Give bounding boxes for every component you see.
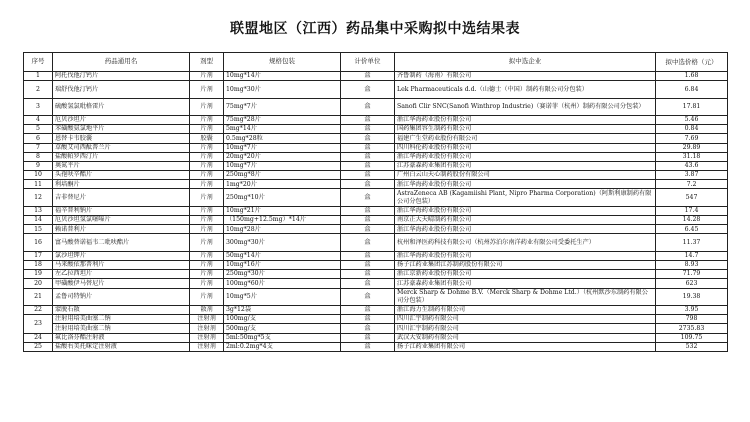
cell-name: 厄贝沙坦片 (53, 115, 190, 124)
cell-seq: 23 (24, 315, 53, 333)
cell-price: 1.68 (656, 72, 728, 81)
cell-unit: 盒 (341, 324, 395, 333)
cell-name: 氟比洛芬酯注射液 (53, 333, 190, 342)
cell-unit: 盒 (341, 189, 395, 206)
cell-company: 南京正大天晴制药有限公司 (395, 216, 656, 225)
cell-spec: 250mg*8片 (224, 171, 341, 180)
cell-price: 19.38 (656, 288, 728, 305)
cell-spec: 10mg*21片 (224, 206, 341, 215)
cell-spec: 10mg*16片 (224, 261, 341, 270)
table-row (24, 305, 728, 314)
cell-spec: 50mg*14片 (224, 251, 341, 260)
cell-name: 盐酸帕罗西汀片 (53, 152, 190, 161)
col-header-spec: 规格包装 (224, 53, 341, 72)
table-row (24, 315, 728, 324)
cell-company: 杭州和泽医药科技有限公司（杭州苏泊尔南洋药业有限公司受委托生产） (395, 234, 656, 251)
cell-seq: 11 (24, 180, 53, 189)
cell-seq: 10 (24, 171, 53, 180)
cell-form: 片剂 (190, 125, 224, 134)
cell-unit: 盒 (341, 342, 395, 351)
cell-spec: 250mg*10片 (224, 189, 341, 206)
cell-company: Sanofi Clir SNC(Sanofi Winthrop Industrie)（赛诺菲（杭州）制药有限公司分包装） (395, 98, 656, 115)
cell-seq: 5 (24, 125, 53, 134)
cell-company: 浙江华海药业股份有限公司 (395, 180, 656, 189)
cell-price: 547 (656, 189, 728, 206)
cell-form: 片剂 (190, 270, 224, 279)
cell-spec: 10mg*7片 (224, 161, 341, 170)
cell-unit: 盒 (341, 234, 395, 251)
cell-company: 浙江华海药业股份有限公司 (395, 115, 656, 124)
cell-seq: 16 (24, 234, 53, 251)
cell-name: 注射用培美曲塞二钠 (53, 315, 190, 324)
cell-price: 2735.83 (656, 324, 728, 333)
cell-company: 齐鲁制药（海南）有限公司 (395, 72, 656, 81)
table-row (24, 180, 728, 189)
cell-spec: 75mg*7片 (224, 98, 341, 115)
cell-seq: 19 (24, 270, 53, 279)
cell-form: 片剂 (190, 180, 224, 189)
cell-price: 623 (656, 279, 728, 288)
cell-price: 0.84 (656, 125, 728, 134)
cell-price: 3.95 (656, 305, 728, 314)
cell-price: 71.79 (656, 270, 728, 279)
cell-company: 扬子江药业集团有限公司 (395, 342, 656, 351)
cell-form: 片剂 (190, 288, 224, 305)
cell-unit: 盒 (341, 143, 395, 152)
table-row (24, 251, 728, 260)
cell-name: 孟鲁司特钠片 (53, 288, 190, 305)
cell-form: 胶囊 (190, 134, 224, 143)
cell-form: 片剂 (190, 261, 224, 270)
table-row (24, 206, 728, 215)
cell-name: 阿托伐他汀钙片 (53, 72, 190, 81)
cell-unit: 盒 (341, 152, 395, 161)
cell-form: 注射剂 (190, 315, 224, 324)
cell-spec: 5mg*14片 (224, 125, 341, 134)
cell-unit: 盒 (341, 261, 395, 270)
cell-unit: 盒 (341, 81, 395, 98)
cell-price: 29.89 (656, 143, 728, 152)
cell-seq: 21 (24, 288, 53, 305)
cell-unit: 盒 (341, 225, 395, 234)
cell-spec: 100mg*60片 (224, 279, 341, 288)
table-row (24, 152, 728, 161)
cell-company: 江苏豪森药业集团有限公司 (395, 279, 656, 288)
cell-seq: 22 (24, 305, 53, 314)
cell-form: 片剂 (190, 143, 224, 152)
cell-name: 硫酸氢氯吡格雷片 (53, 98, 190, 115)
col-header-unit: 计价单位 (341, 53, 395, 72)
cell-company: 福建广生堂药业股份有限公司 (395, 134, 656, 143)
cell-unit: 盒 (341, 251, 395, 260)
table-row (24, 270, 728, 279)
cell-form: 片剂 (190, 234, 224, 251)
cell-price: 5.46 (656, 115, 728, 124)
cell-name: 福辛普利钠片 (53, 206, 190, 215)
cell-price: 6.45 (656, 225, 728, 234)
cell-company: 扬子江药业集团江苏制药股份有限公司 (395, 261, 656, 270)
cell-unit: 盒 (341, 115, 395, 124)
results-table (23, 52, 728, 352)
table-row (24, 125, 728, 134)
cell-form: 注射剂 (190, 342, 224, 351)
cell-spec: 0.5mg*28粒 (224, 134, 341, 143)
cell-company: 浙江华海药业股份有限公司 (395, 251, 656, 260)
cell-name: 奥氮平片 (53, 161, 190, 170)
cell-price: 14.28 (656, 216, 728, 225)
cell-name: 利培酮片 (53, 180, 190, 189)
col-header-name: 药品通用名 (53, 53, 190, 72)
cell-form: 片剂 (190, 251, 224, 260)
cell-unit: 盒 (341, 279, 395, 288)
cell-name: 头孢呋辛酯片 (53, 171, 190, 180)
table-row (24, 115, 728, 124)
table-row (24, 234, 728, 251)
page-title: 联盟地区（江西）药品集中采购拟中选结果表 (230, 21, 520, 37)
cell-company: 四川科伦药业股份有限公司 (395, 143, 656, 152)
cell-name: 左乙拉西坦片 (53, 270, 190, 279)
col-header-company: 拟中选企业 (395, 53, 656, 72)
cell-form: 片剂 (190, 81, 224, 98)
cell-form: 片剂 (190, 206, 224, 215)
cell-company: 浙江海力生制药有限公司 (395, 305, 656, 314)
cell-seq: 7 (24, 143, 53, 152)
table-row (24, 261, 728, 270)
col-header-price: 拟中选价格（元） (656, 53, 728, 72)
cell-seq: 4 (24, 115, 53, 124)
cell-seq: 15 (24, 225, 53, 234)
cell-seq: 2 (24, 81, 53, 98)
cell-name: 赖诺普利片 (53, 225, 190, 234)
cell-company: AstraZeneca AB (Kagamiishi Plant, Nipro Pharma Corporation)（阿斯利康制药有限公司分包装） (395, 189, 656, 206)
cell-price: 31.18 (656, 152, 728, 161)
cell-spec: 500mg/支 (224, 324, 341, 333)
col-header-form: 剂型 (190, 53, 224, 72)
cell-name: 吉非替尼片 (53, 189, 190, 206)
table-row (24, 81, 728, 98)
cell-form: 片剂 (190, 98, 224, 115)
cell-price: 11.37 (656, 234, 728, 251)
cell-company: Lek Pharmaceuticals d.d.（山德士（中国）制药有限公司分包装） (395, 81, 656, 98)
cell-seq: 12 (24, 189, 53, 206)
cell-seq: 1 (24, 72, 53, 81)
cell-spec: 3g*12袋 (224, 305, 341, 314)
cell-price: 8.93 (656, 261, 728, 270)
cell-seq: 3 (24, 98, 53, 115)
cell-spec: 2ml:0.2mg*4支 (224, 342, 341, 351)
cell-seq: 8 (24, 152, 53, 161)
cell-spec: 1mg*20片 (224, 180, 341, 189)
table-row (24, 134, 728, 143)
cell-unit: 盒 (341, 270, 395, 279)
cell-seq: 18 (24, 261, 53, 270)
cell-company: 江苏豪森药业集团有限公司 (395, 161, 656, 170)
cell-form: 散剂 (190, 305, 224, 314)
cell-price: 14.7 (656, 251, 728, 260)
cell-spec: 10mg*30片 (224, 81, 341, 98)
table-row (24, 333, 728, 342)
cell-seq: 25 (24, 342, 53, 351)
cell-name: 厄贝沙坦氢氯噻嗪片 (53, 216, 190, 225)
cell-seq: 17 (24, 251, 53, 260)
cell-form: 注射剂 (190, 333, 224, 342)
table-row (24, 288, 728, 305)
table-row (24, 171, 728, 180)
cell-price: 17.81 (656, 98, 728, 115)
cell-seq: 6 (24, 134, 53, 143)
cell-spec: 10mg*28片 (224, 225, 341, 234)
cell-price: 532 (656, 342, 728, 351)
cell-price: 17.4 (656, 206, 728, 215)
cell-company: 浙江华海药业股份有限公司 (395, 152, 656, 161)
cell-form: 片剂 (190, 225, 224, 234)
cell-company: 浙江京新药业股份有限公司 (395, 270, 656, 279)
cell-form: 片剂 (190, 189, 224, 206)
table-row (24, 279, 728, 288)
cell-unit: 盒 (341, 180, 395, 189)
cell-seq: 20 (24, 279, 53, 288)
cell-price: 7.69 (656, 134, 728, 143)
cell-form: 片剂 (190, 152, 224, 161)
table-header-row (24, 53, 728, 72)
cell-name: 甲磺酸伊马替尼片 (53, 279, 190, 288)
cell-seq: 14 (24, 216, 53, 225)
cell-spec: 10mg*14片 (224, 72, 341, 81)
cell-unit: 盒 (341, 305, 395, 314)
cell-unit: 盒 (341, 98, 395, 115)
cell-spec: 250mg*30片 (224, 270, 341, 279)
table-row (24, 161, 728, 170)
cell-form: 片剂 (190, 115, 224, 124)
table-row (24, 72, 728, 81)
cell-price: 109.75 (656, 333, 728, 342)
table-row (24, 143, 728, 152)
cell-company: 浙江华海药业股份有限公司 (395, 206, 656, 215)
cell-form: 片剂 (190, 171, 224, 180)
cell-company: 国药集团容生制药有限公司 (395, 125, 656, 134)
cell-unit: 盒 (341, 206, 395, 215)
cell-form: 片剂 (190, 72, 224, 81)
cell-price: 7.2 (656, 180, 728, 189)
cell-name: 富马酸替诺福韦二吡呋酯片 (53, 234, 190, 251)
cell-name: 苯磺酸氨氯地平片 (53, 125, 190, 134)
cell-price: 6.84 (656, 81, 728, 98)
cell-spec: 10mg*7片 (224, 143, 341, 152)
cell-unit: 盒 (341, 288, 395, 305)
cell-form: 片剂 (190, 279, 224, 288)
cell-seq: 13 (24, 206, 53, 215)
cell-unit: 盒 (341, 171, 395, 180)
cell-spec: 100mg/支 (224, 315, 341, 324)
cell-name: 注射用培美曲塞二钠 (53, 324, 190, 333)
cell-company: 武汉大安制药有限公司 (395, 333, 656, 342)
cell-form: 片剂 (190, 216, 224, 225)
cell-price: 3.87 (656, 171, 728, 180)
cell-company: 广州白云山天心制药股份有限公司 (395, 171, 656, 180)
cell-spec: 10mg*5片 (224, 288, 341, 305)
cell-company: 四川汇宇制药有限公司 (395, 324, 656, 333)
cell-unit: 盒 (341, 161, 395, 170)
cell-company: 浙江华海药业股份有限公司 (395, 225, 656, 234)
cell-seq: 24 (24, 333, 53, 342)
cell-company: 四川汇宇制药有限公司 (395, 315, 656, 324)
cell-company: Merck Sharp & Dohme B.V.（Merck Sharp & Dohme Ltd.）（杭州默沙东制药有限公司分包装） (395, 288, 656, 305)
cell-name: 草酸艾司西酞普兰片 (53, 143, 190, 152)
table-row (24, 98, 728, 115)
cell-spec: 300mg*30片 (224, 234, 341, 251)
cell-spec: 5ml:50mg*5支 (224, 333, 341, 342)
cell-spec: （150mg+12.5mg）*14片 (224, 216, 341, 225)
cell-form: 片剂 (190, 161, 224, 170)
cell-price: 798 (656, 315, 728, 324)
cell-spec: 75mg*28片 (224, 115, 341, 124)
table-row (24, 189, 728, 206)
cell-unit: 盒 (341, 134, 395, 143)
cell-form: 注射剂 (190, 324, 224, 333)
cell-name: 瑞舒伐他汀钙片 (53, 81, 190, 98)
cell-unit: 盒 (341, 315, 395, 324)
table-row (24, 216, 728, 225)
table-row (24, 342, 728, 351)
cell-unit: 盒 (341, 333, 395, 342)
cell-name: 盐酸右美托咪定注射液 (53, 342, 190, 351)
cell-name: 氯沙坦钾片 (53, 251, 190, 260)
table-row (24, 225, 728, 234)
cell-seq: 9 (24, 161, 53, 170)
cell-unit: 盒 (341, 125, 395, 134)
table-row (24, 324, 728, 333)
cell-unit: 盒 (341, 216, 395, 225)
cell-name: 蒙脱石散 (53, 305, 190, 314)
col-header-seq: 序号 (24, 53, 53, 72)
cell-spec: 20mg*20片 (224, 152, 341, 161)
cell-name: 恩替卡韦胶囊 (53, 134, 190, 143)
cell-price: 43.6 (656, 161, 728, 170)
cell-name: 马来酸依那普利片 (53, 261, 190, 270)
cell-unit: 盒 (341, 72, 395, 81)
